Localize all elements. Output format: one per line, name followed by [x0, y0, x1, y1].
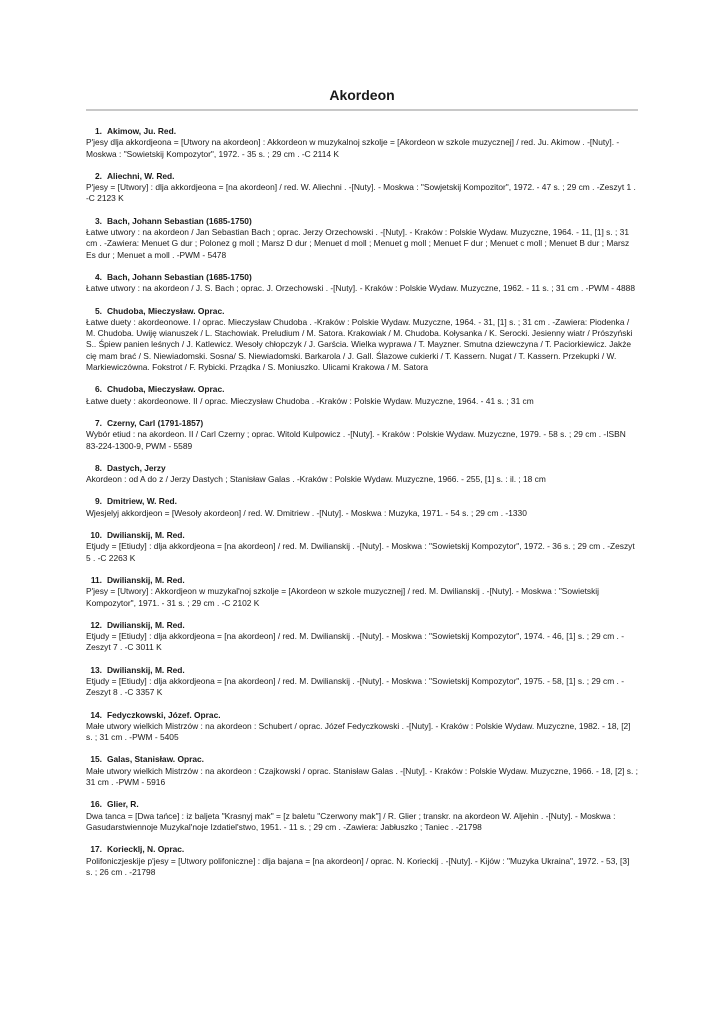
list-item	[86, 272, 638, 295]
list-item	[86, 575, 638, 609]
entry-heading	[86, 171, 638, 182]
entry-number: 8.	[95, 462, 102, 473]
entry-heading	[86, 530, 638, 541]
entry-description: Etjudy = [Etiudy] : dlja akkordjeona = [na akordeon] / red. M. Dwilianskij . -[Nuty]. - Moskwa : "Sowietskij Kompozytor", 1975. - 58, [1] s. ; 29 cm . -Zeszyt 8 . -C 3357 K	[86, 675, 624, 698]
entry-heading	[86, 620, 638, 631]
entry-heading	[86, 575, 638, 586]
entry-number: 17.	[90, 844, 102, 855]
entry-number: 5.	[95, 305, 102, 316]
entry-heading	[86, 216, 638, 227]
entry-list	[86, 126, 638, 878]
entry-description: Łatwe utwory : na akordeon / J. S. Bach ; oprac. J. Orzechowski . -[Nuty]. - Kraków : Polskie Wydaw. Muzyczne, 1962. - 11 s. ; 31 cm . -PWM - 4888	[86, 283, 636, 294]
list-item	[86, 306, 638, 374]
entry-heading	[86, 418, 638, 429]
entry-author: Bach, Johann Sebastian (1685-1750)	[107, 215, 252, 226]
entry-author: Dastych, Jerzy	[107, 462, 166, 473]
entry-heading	[86, 754, 638, 765]
entry-description: Małe utwory wielkich Mistrzów : na akordeon : Czajkowski / oprac. Stanisław Galas . -[Nuty]. - Kraków : Polskie Wydaw. Muzyczne, 1966. - 18, [2] s. ; 31 cm . -PWM - 5916	[86, 765, 638, 788]
list-item	[86, 710, 638, 744]
entry-heading	[86, 710, 638, 721]
list-item	[86, 216, 638, 261]
entry-author: Dwilianskij, M. Red.	[107, 574, 185, 585]
entry-number: 14.	[90, 709, 102, 720]
entry-number: 2.	[95, 170, 102, 181]
entry-author: Koriecklj, N. Oprac.	[107, 844, 185, 855]
entry-author: Akimow, Ju. Red.	[107, 126, 177, 136]
entry-heading	[86, 665, 638, 676]
list-item	[86, 463, 638, 486]
page-title: Akordeon	[329, 87, 395, 103]
entry-number: 10.	[90, 530, 102, 541]
entry-number: 11.	[90, 574, 102, 585]
entry-heading	[86, 126, 638, 137]
entry-heading	[86, 463, 638, 474]
entry-description: Dwa tanca = [Dwa tańce] : iz baljeta "Krasnyj mak" = [z baletu "Czerwony mak"] / R. Glier ; transkr. na akordeon W. Aljehin . -[Nuty]. - Moskwa : Gasudarstwiennoje Muzykal'noje Izdatiel'stwo, 1951. - 11 s. ; 29 cm . -Zawiera: Jabłuszko ; Taniec . -21798	[86, 810, 616, 832]
entry-description: Łatwe duety : akordeonowe. I / oprac. Mieczysław Chudoba . -Kraków : Polskie Wydaw. Muzyczne, 1964. - 31, [1] s. ; 31 cm . -Zawiera: Piodenka / M. Chudoba. Uwiję wianuszek / L. Stachowiak. Preludium / M. Satora. Krakowiak / M. Chudoba. Kołysanka / K. Serocki. Jesienny wiatr / Prószyński S.. Śpiew panien leśnych / J. Katlewicz. Wesoły chłopczyk / J. Garścia. Wielka wyprawa / T. Mayzner. Smutna dziewczyna / T. Paciorkiewicz. Jakże cię mam brać / S. Niewiadomski. Sosna/ S. Niewiadomski. Barkarola / J. Gall. Ślazowe cukierki / T. Kassern. Nugat / T. Kassern. Przekupki / W. Markiewiczówna. Fokstrot / F. Rybicki. Prządka / S. Moniuszko. Ulicami Krakowa / M. Satora	[86, 316, 633, 373]
entry-heading	[86, 496, 638, 507]
list-item	[86, 799, 638, 833]
entry-author: Fedyczkowski, Józef. Oprac.	[107, 709, 221, 720]
list-item	[86, 384, 638, 407]
entry-description: P'jesy = [Utwory] : dlja akkordjeona = [na akordeon] / red. W. Aliechni . -[Nuty]. - Moskwa : "Sowjetskij Kompozitor", 1972. - 47 s. ; 29 cm . -Zeszyt 1 . -C 2123 K	[86, 182, 636, 204]
entry-author: Czerny, Carl (1791-1857)	[107, 417, 204, 428]
entry-author: Dwilianskij, M. Red.	[107, 530, 185, 541]
entry-author: Galas, Stanisław. Oprac.	[107, 754, 204, 765]
entry-description: P'jesy = [Utwory] : Akkordjeon w muzykal'noj szkolje = [Akordeon w szkole muzycznej] / red. M. Dwilianskij . -[Nuty]. - Moskwa : "Sowietskij Kompozytor", 1971. - 31 s. ; 29 cm . -C 2102 K	[86, 586, 600, 608]
entry-number: 12.	[90, 619, 102, 630]
entry-number: 13.	[90, 664, 102, 675]
entry-number: 4.	[95, 271, 102, 282]
entry-number: 16.	[90, 799, 102, 810]
entry-author: Glier, R.	[107, 799, 139, 810]
entry-author: Bach, Johann Sebastian (1685-1750)	[107, 271, 252, 282]
document-page	[86, 86, 638, 889]
list-item	[86, 844, 638, 878]
entry-number: 3.	[95, 215, 102, 226]
list-item	[86, 754, 638, 788]
entry-description: Małe utwory wielkich Mistrzów : na akordeon : Schubert / oprac. Józef Fedyczkowski . -[Nuty]. - Kraków : Polskie Wydaw. Muzyczne, 1982. - 18, [2] s. ; 31 cm . -PWM - 5405	[86, 720, 631, 743]
entry-description: Wybór etiud : na akordeon. II / Carl Czerny ; oprac. Witold Kulpowicz . -[Nuty]. - Kraków : Polskie Wydaw. Muzyczne, 1979. - 58 s. ; 29 cm . -ISBN 83-224-1300-9, PWM - 5589	[86, 429, 626, 451]
entry-author: Dwilianskij, M. Red.	[107, 619, 185, 630]
entry-description: Etjudy = [Etiudy] : dlja akkordjeona = [na akordeon] / red. M. Dwilianskij . -[Nuty]. - Moskwa : "Sowietskij Kompozytor", 1972. - 36 s. ; 29 cm . -Zeszyt 5 . -C 2263 K	[86, 541, 635, 563]
entry-author: Chudoba, Mieczysław. Oprac.	[107, 384, 225, 395]
entry-heading	[86, 272, 638, 283]
entry-number: 6.	[95, 384, 102, 395]
list-item	[86, 530, 638, 564]
entry-author: Dwilianskij, M. Red.	[107, 664, 185, 675]
list-item	[86, 665, 638, 699]
entry-description: Łatwe utwory : na akordeon / Jan Sebastian Bach ; oprac. Jerzy Orzechowski . -[Nuty]. - Kraków : Polskie Wydaw. Muzyczne, 1964. - 11, [1] s. ; 31 cm . -Zawiera: Menuet G dur ; Polonez g moll ; Marsz D dur ; Menuet d moll ; Menuet g moll ; Menuet F dur ; Menuet c moll ; Menuet B dur ; Marsz Es dur ; Menuet a moll . -PWM - 5478	[86, 227, 630, 260]
entry-number: 15.	[90, 754, 102, 765]
entry-description: Etjudy = [Etiudy] : dlja akkordjeona = [na akordeon] / red. M. Dwilianskij . -[Nuty]. - Moskwa : "Sowietskij Kompozytor", 1974. - 46, [1] s. ; 29 cm . -Zeszyt 7 . -C 3011 K	[86, 631, 624, 653]
list-item	[86, 418, 638, 452]
entry-description: Wjesjelyj akkordjeon = [Wesoły akordeon] / red. W. Dmitriew . -[Nuty]. - Moskwa : Muzyka, 1971. - 54 s. ; 29 cm . -1330	[86, 507, 527, 518]
list-item	[86, 126, 638, 160]
entry-author: Chudoba, Mieczysław. Oprac.	[107, 305, 225, 316]
entry-author: Dmitriew, W. Red.	[107, 496, 177, 507]
list-item	[86, 496, 638, 519]
entry-number: 1.	[95, 126, 102, 136]
entry-description: Łatwe duety : akordeonowe. II / oprac. Mieczysław Chudoba . -Kraków : Polskie Wydaw. Muzyczne, 1964. - 41 s. ; 31 cm	[86, 395, 534, 406]
title-divider	[86, 109, 638, 111]
entry-heading	[86, 306, 638, 317]
list-item	[86, 171, 638, 205]
entry-description: P'jesy dlja akkordjeona = [Utwory na akordeon] : Akkordeon w muzykalnoj szkolje = [Akordeon w szkole muzycznej] / red. Ju. Akimow . -[Nuty]. - Moskwa : "Sowietskij Kompozytor", 1972. - 35 s. ; 29 cm . -C 2114 K	[86, 137, 620, 159]
entry-heading	[86, 384, 638, 395]
entry-description: Polifoniczjeskije p'jesy = [Utwory polifoniczne] : dlja bajana = [na akordeon] / oprac. N. Korieckij . -[Nuty]. - Kijów : "Muzyka Ukraina", 1972. - 53, [3] s. ; 26 cm . -21798	[86, 855, 630, 877]
entry-heading	[86, 799, 638, 810]
entry-author: Aliechni, W. Red.	[107, 170, 175, 181]
entry-heading	[86, 844, 638, 855]
entry-number: 9.	[95, 496, 102, 507]
entry-number: 7.	[95, 417, 102, 428]
entry-description: Akordeon : od A do z / Jerzy Dastych ; Stanisław Galas . -Kraków : Polskie Wydaw. Muzyczne, 1966. - 255, [1] s. : il. ; 18 cm	[86, 474, 546, 485]
list-item	[86, 620, 638, 654]
